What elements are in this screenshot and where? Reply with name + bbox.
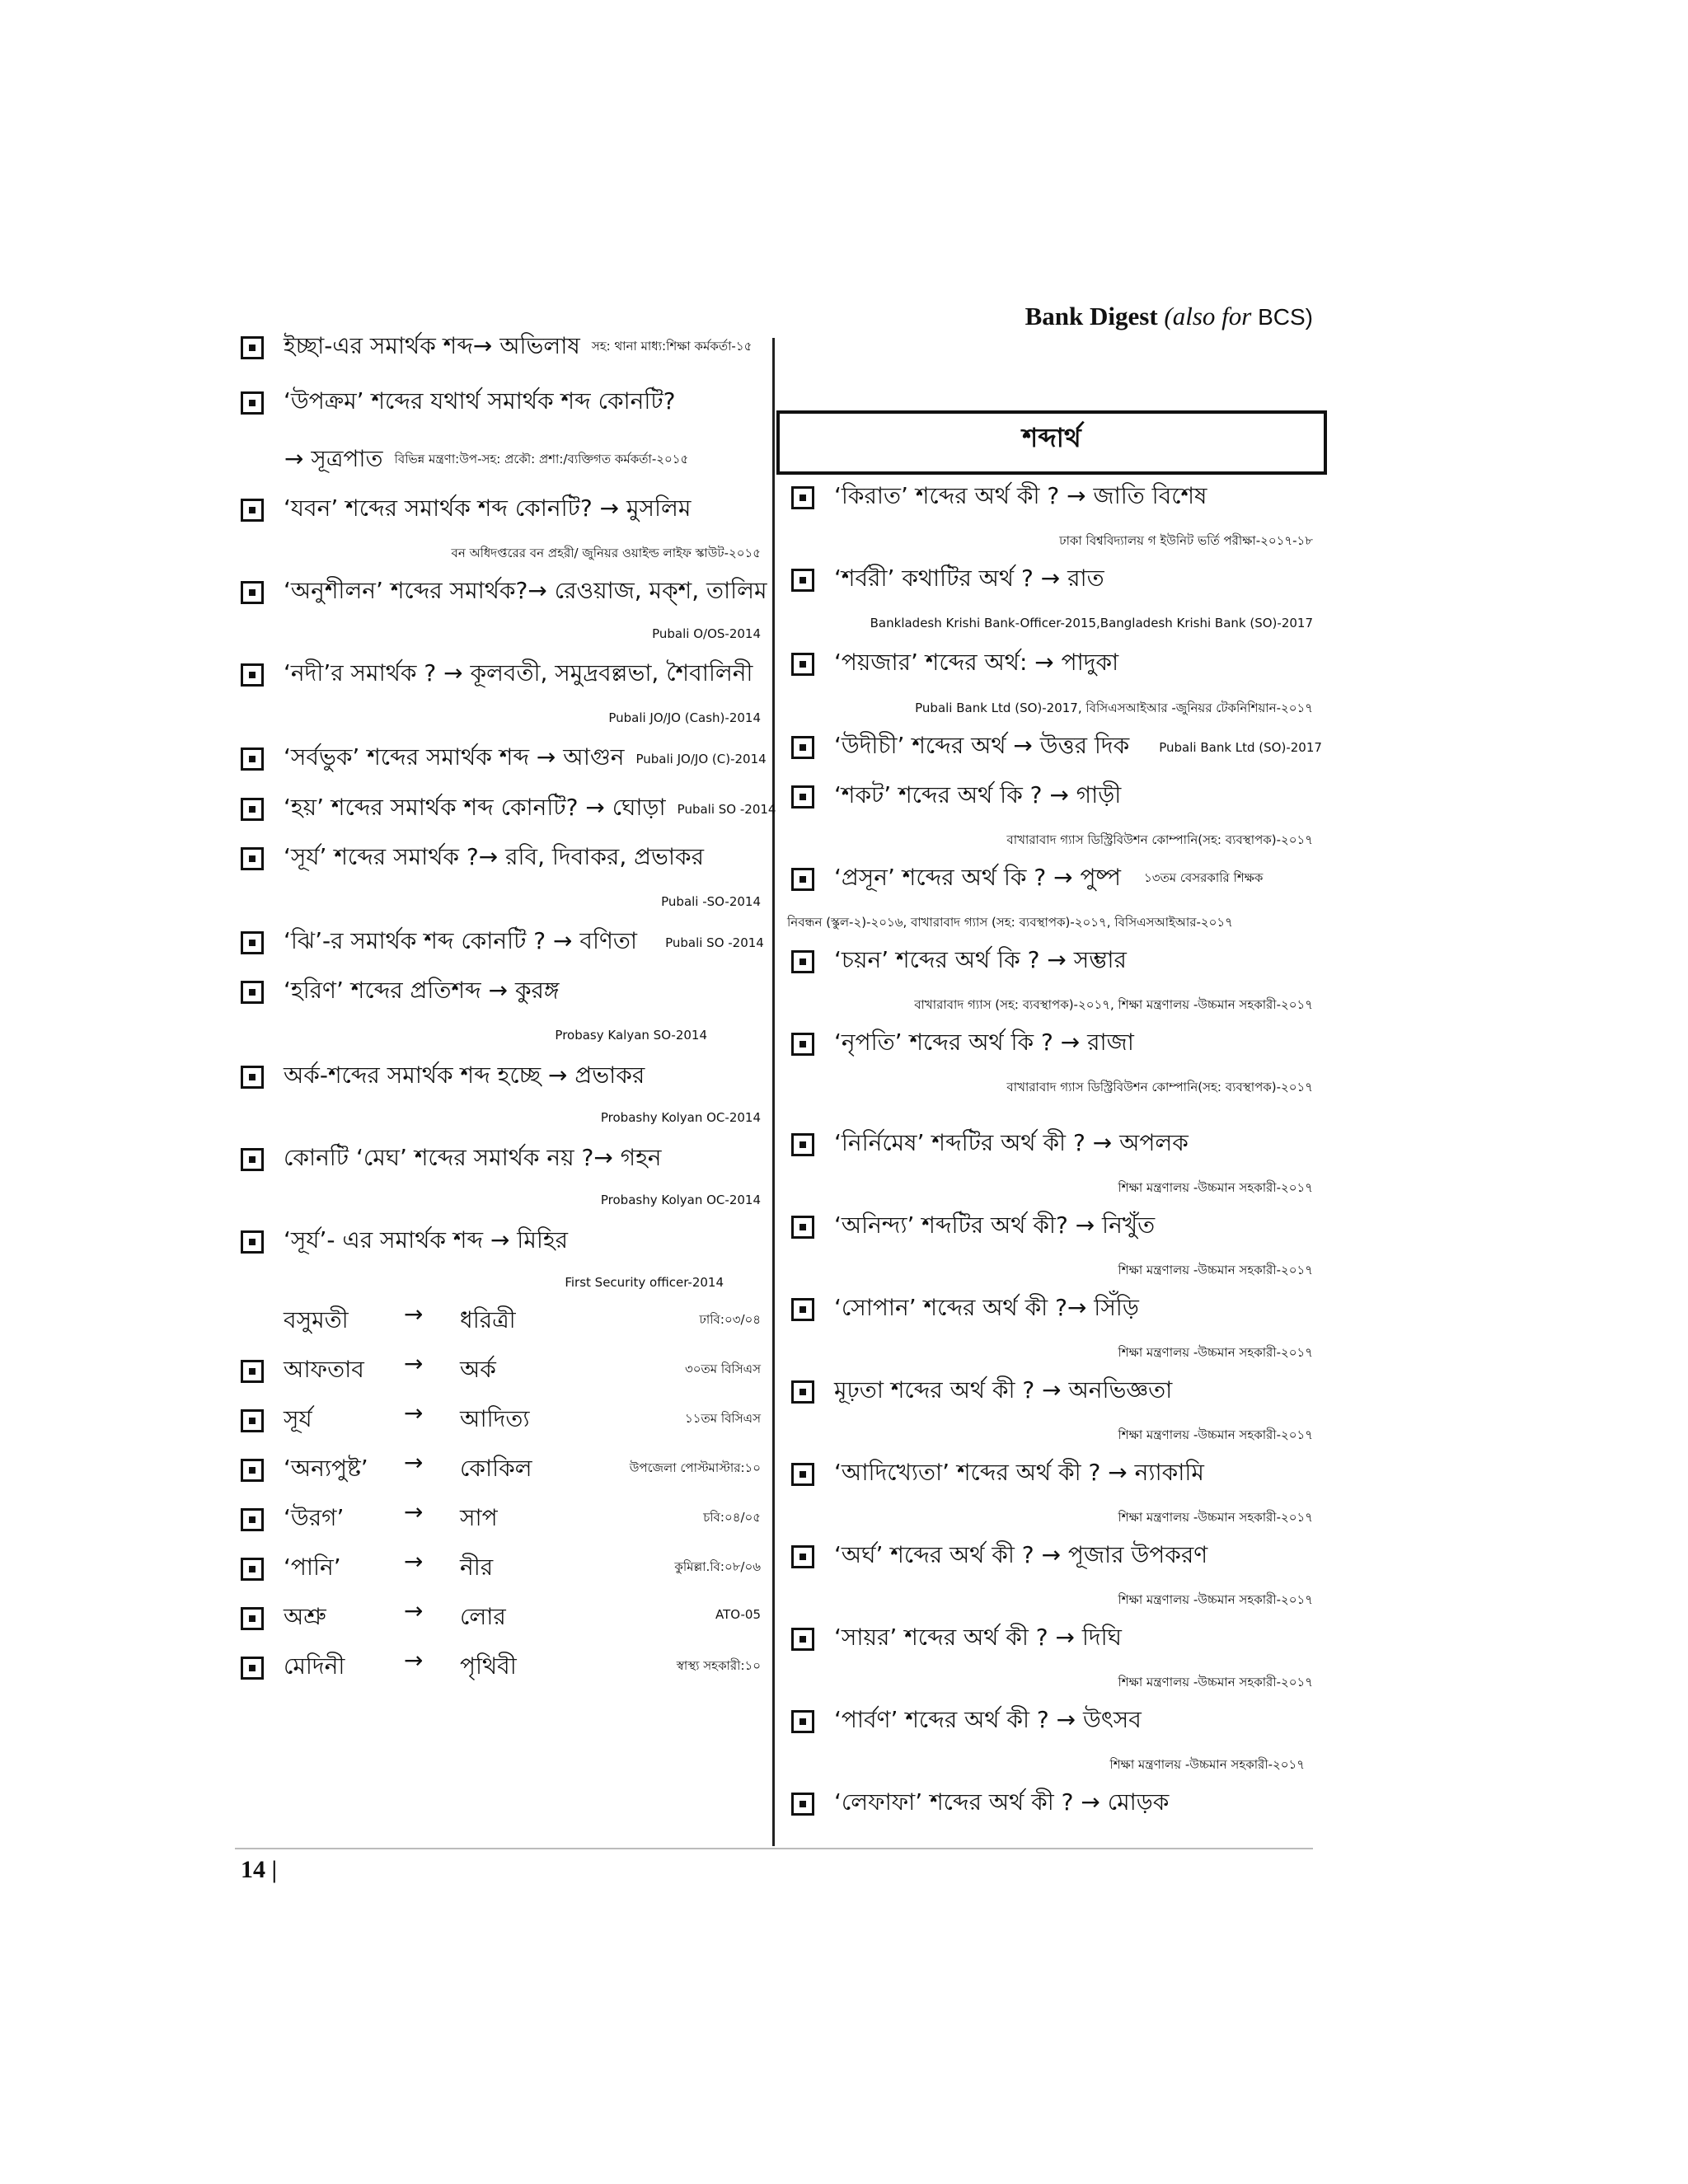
pair-row	[241, 1500, 344, 1539]
item-note: Pubali SO -2014	[677, 801, 776, 817]
item-note: সহ: থানা মাধ্য:শিক্ষা কর্মকর্তা-১৫	[591, 339, 753, 354]
list-item	[241, 972, 560, 1011]
arrow: →	[404, 1647, 424, 1674]
source-line: শিক্ষা মন্ত্রণালয় -উচ্চমান সহকারী-২০১৭	[1118, 1510, 1313, 1525]
item-text: ‘শর্বরী’ কথাটির অর্থ ? → রাত	[834, 565, 1104, 592]
item-text: ‘কিরাত’ শব্দের অর্থ কী ? → জাতি বিশেষ	[834, 482, 1207, 509]
square-bullet-icon	[791, 1033, 814, 1056]
pair-meaning: লোর	[460, 1603, 506, 1630]
item-text: ‘আদিখ্যেতা’ শব্দের অর্থ কী ? → ন্যাকামি	[834, 1459, 1204, 1486]
section-title-box	[776, 410, 1327, 475]
square-bullet-icon	[241, 798, 264, 821]
arrow: →	[404, 1399, 424, 1427]
item-text: ‘সোপান’ শব্দের অর্থ কী ?→ সিঁড়ি	[834, 1294, 1139, 1321]
square-bullet-icon	[241, 1459, 264, 1482]
list-item	[791, 860, 1263, 898]
item-text: ‘যবন’ শব্দের সমার্থক শব্দ কোনটি? → মুসলিম	[284, 494, 692, 522]
list-item	[791, 1619, 1122, 1658]
square-bullet-icon	[791, 1463, 814, 1486]
square-bullet-icon	[791, 1545, 814, 1568]
arrow: →	[404, 1449, 424, 1476]
source-line: শিক্ষা মন্ত্রণালয় -উচ্চমান সহকারী-২০১৭	[1118, 1592, 1313, 1607]
list-item	[791, 1455, 1204, 1493]
item-note: ১৩তম বেসরকারি শিক্ষক	[1143, 870, 1264, 885]
pair-row	[241, 1648, 345, 1687]
item-text: ‘প্রসূন’ শব্দের অর্থ কি ? → পুষ্প	[834, 864, 1121, 891]
list-item	[241, 739, 767, 778]
square-bullet-icon	[241, 581, 264, 604]
square-bullet-icon	[791, 1133, 814, 1156]
header-bank: Bank Digest	[1025, 302, 1158, 330]
pair-tag: ১১তম বিসিএস	[685, 1411, 761, 1426]
square-bullet-icon	[791, 1710, 814, 1733]
square-bullet-icon	[791, 950, 814, 973]
square-bullet-icon	[791, 1216, 814, 1239]
square-bullet-icon	[791, 486, 814, 509]
source-line: Probashy Kolyan OC-2014	[600, 1110, 761, 1125]
pair-tag: ATO-05	[715, 1607, 761, 1622]
pair-word: বসুমতী	[284, 1306, 349, 1333]
item-text: ‘পার্বণ’ শব্দের অর্থ কী ? → উৎসব	[834, 1706, 1142, 1733]
item-text: ‘হরিণ’ শব্দের প্রতিশব্দ → কুরঙ্গ	[284, 977, 560, 1004]
pair-meaning-row	[460, 1451, 532, 1489]
square-bullet-icon	[241, 499, 264, 522]
source-line: শিক্ষা মন্ত্রণালয় -উচ্চমান সহকারী-২০১৭	[1109, 1757, 1305, 1772]
square-bullet-icon	[241, 1230, 264, 1254]
section-title: শব্দার্থ	[1022, 422, 1081, 453]
source-line: বন অধিদপ্তরের বন প্রহরী/ জুনিয়র ওয়াইল্ড লাইফ স্কাউট-২০১৫	[451, 546, 761, 560]
item-text: ‘নৃপতি’ শব্দের অর্থ কি ? → রাজা	[834, 1029, 1134, 1056]
source-line: বাখারাবাদ গ্যাস ডিস্ট্রিবিউশন কোম্পানি(সহ: ব্যবস্থাপক)-২০১৭	[1006, 832, 1313, 847]
list-item	[241, 383, 676, 422]
list-item	[791, 644, 1118, 683]
square-bullet-icon	[241, 931, 264, 954]
item-text: ‘সূর্য’ শব্দের সমার্থক ?→ রবি, দিবাকর, প্রভাকর	[284, 843, 705, 870]
pair-row	[241, 1599, 326, 1638]
square-bullet-icon	[791, 569, 814, 592]
source-line: শিক্ষা মন্ত্রণালয় -উচ্চমান সহকারী-২০১৭	[1118, 1675, 1313, 1690]
pair-meaning-row	[460, 1302, 516, 1341]
item-note: Pubali Bank Ltd (SO)-2017	[1159, 739, 1322, 755]
arrow: →	[404, 1301, 424, 1328]
pair-row	[284, 1302, 349, 1341]
item-text: ‘হয়’ শব্দের সমার্থক শব্দ কোনটি? → ঘোড়া	[284, 794, 666, 821]
list-item	[791, 1537, 1207, 1576]
pair-meaning-row	[460, 1599, 506, 1638]
list-item	[241, 923, 764, 962]
pair-row	[241, 1352, 364, 1390]
pair-word: সূর্য	[284, 1405, 312, 1432]
pair-row	[241, 1401, 312, 1440]
item-text: ‘সূর্য’- এর সমার্থক শব্দ → মিহির	[284, 1226, 568, 1254]
list-item	[241, 490, 691, 529]
item-text: ‘নদী’র সমার্থক ? → কূলবতী, সমুদ্রবল্লভা, শৈবালিনী	[284, 659, 753, 687]
pair-meaning-row	[460, 1401, 530, 1440]
list-item	[791, 1290, 1139, 1329]
header-also: (also for	[1164, 302, 1252, 330]
square-bullet-icon	[241, 1066, 264, 1089]
pair-meaning: কোকিল	[460, 1455, 532, 1482]
square-bullet-icon	[791, 1793, 814, 1816]
list-item	[791, 1372, 1172, 1411]
square-bullet-icon	[791, 1380, 814, 1404]
pair-tag: ঢাবি:০৩/০৪	[699, 1312, 761, 1327]
source-line: Probasy Kalyan SO-2014	[555, 1028, 707, 1043]
arrow: →	[404, 1597, 424, 1624]
pair-meaning: অর্ক	[460, 1356, 496, 1383]
list-item	[241, 328, 752, 367]
item-text: ‘উপক্রম’ শব্দের যথার্থ সমার্থক শব্দ কোনটি?	[284, 387, 676, 415]
arrow: →	[404, 1498, 424, 1526]
running-header	[1025, 302, 1313, 331]
list-item	[241, 839, 704, 878]
source-line: Probashy Kolyan OC-2014	[600, 1193, 761, 1207]
list-item	[241, 655, 753, 694]
source-line: শিক্ষা মন্ত্রণালয় -উচ্চমান সহকারী-২০১৭	[1118, 1180, 1313, 1195]
footer-rule	[235, 1848, 1313, 1849]
item-text: ‘ঝি’-র সমার্থক শব্দ কোনটি ? → বণিতা	[284, 927, 638, 954]
source-line: বাখারাবাদ গ্যাস (সহ: ব্যবস্থাপক)-২০১৭, শিক্ষা মন্ত্রণালয় -উচ্চমান সহকারী-২০১৭	[914, 997, 1313, 1012]
list-item	[241, 1222, 568, 1261]
square-bullet-icon	[791, 868, 814, 891]
pair-tag: স্বাস্থ্য সহকারী:১০	[676, 1658, 761, 1673]
pair-meaning-row	[460, 1500, 498, 1539]
square-bullet-icon	[241, 1409, 264, 1432]
item-text: ‘সায়র’ শব্দের অর্থ কী ? → দিঘি	[834, 1624, 1122, 1651]
header-bcs: BCS)	[1258, 304, 1313, 330]
square-bullet-icon	[241, 1360, 264, 1383]
square-bullet-icon	[241, 663, 264, 687]
square-bullet-icon	[791, 1628, 814, 1651]
item-text: ‘উদীচী’ শব্দের অর্থ → উত্তর দিক	[834, 732, 1130, 759]
source-line: Pubali Bank Ltd (SO)-2017, বিসিএসআইআর -জুনিয়র টেকনিশিয়ান-২০১৭	[915, 701, 1313, 715]
item-note: বিভিন্ন মন্ত্রণা:উপ-সহ: প্রকৌ: প্রশা:/ব্যক্তিগত কর্মকর্তা-২০১৫	[394, 452, 689, 466]
list-item	[241, 790, 776, 828]
square-bullet-icon	[791, 1298, 814, 1321]
item-text: ‘অনুশীলন’ শব্দের সমার্থক?→ রেওয়াজ, মক্‌শ, তালিম	[284, 577, 767, 604]
source-line: First Security officer-2014	[565, 1275, 724, 1290]
column-divider	[772, 338, 775, 1846]
pair-meaning: নীর	[460, 1554, 494, 1581]
pair-row	[241, 1451, 368, 1489]
pair-meaning: পৃথিবী	[460, 1652, 517, 1680]
square-bullet-icon	[241, 391, 264, 415]
pair-tag: উপজেলা পোস্টমাস্টার:১০	[629, 1460, 761, 1475]
list-item	[791, 1024, 1134, 1063]
pair-meaning-row	[460, 1648, 517, 1687]
list-item	[241, 1057, 645, 1096]
item-text: ‘সর্বভুক’ শব্দের সমার্থক শব্দ → আগুন	[284, 743, 625, 771]
item-text: ‘অনিন্দ্য’ শব্দটির অর্থ কী? → নিখুঁত	[834, 1212, 1156, 1239]
list-item	[241, 573, 767, 612]
source-line: শিক্ষা মন্ত্রণালয় -উচ্চমান সহকারী-২০১৭	[1118, 1263, 1313, 1277]
square-bullet-icon	[241, 847, 264, 870]
square-bullet-icon	[791, 653, 814, 676]
pair-word: আফতাব	[284, 1356, 364, 1383]
pair-tag: কুমিল্লা.বি:০৮/০৬	[674, 1559, 761, 1574]
source-line: Pubali -SO-2014	[661, 894, 761, 909]
square-bullet-icon	[241, 1508, 264, 1531]
source-line: বাখারাবাদ গ্যাস ডিস্ট্রিবিউশন কোম্পানি(সহ: ব্যবস্থাপক)-২০১৭	[1006, 1080, 1313, 1094]
source-line: ঢাকা বিশ্ববিদ্যালয় গ ইউনিট ভর্তি পরীক্ষা-২০১৭-১৮	[1059, 533, 1313, 548]
pair-meaning-row	[460, 1549, 493, 1588]
arrow: →	[404, 1350, 424, 1377]
pair-row	[241, 1549, 341, 1588]
page-number: 14 |	[241, 1856, 278, 1883]
pair-tag: চবি:০৪/০৫	[703, 1510, 761, 1525]
list-item	[791, 1784, 1169, 1823]
pair-tag: ৩০তম বিসিএস	[684, 1361, 761, 1376]
arrow: →	[404, 1548, 424, 1575]
source-line: শিক্ষা মন্ত্রণালয় -উচ্চমান সহকারী-২০১৭	[1118, 1427, 1313, 1442]
source-line: শিক্ষা মন্ত্রণালয় -উচ্চমান সহকারী-২০১৭	[1118, 1345, 1313, 1360]
item-text: ‘লেফাফা’ শব্দের অর্থ কী ? → মোড়ক	[834, 1788, 1170, 1816]
list-item	[791, 1702, 1142, 1741]
square-bullet-icon	[241, 336, 264, 359]
square-bullet-icon	[241, 1607, 264, 1630]
item-text: কোনটি ‘মেঘ’ শব্দের সমার্থক নয় ?→ গহন	[284, 1144, 662, 1171]
pair-word: ‘পানি’	[284, 1554, 341, 1581]
square-bullet-icon	[241, 748, 264, 771]
square-bullet-icon	[791, 736, 814, 759]
square-bullet-icon	[241, 1148, 264, 1171]
pair-meaning: ধরিত্রী	[460, 1306, 516, 1333]
list-item	[791, 560, 1104, 599]
item-text: মূঢ়তা শব্দের অর্থ কী ? → অনভিজ্ঞতা	[834, 1376, 1173, 1404]
item-text: ‘নির্নিমেষ’ শব্দটির অর্থ কী ? → অপলক	[834, 1129, 1189, 1156]
pair-meaning: সাপ	[460, 1504, 498, 1531]
list-item	[791, 728, 1322, 766]
item-text: ‘চয়ন’ শব্দের অর্থ কি ? → সম্ভার	[834, 946, 1127, 973]
pair-word: অশ্রু	[284, 1603, 326, 1630]
list-item	[791, 777, 1121, 816]
item-text: → সূত্রপাত	[284, 445, 383, 472]
source-line: Bankladesh Krishi Bank-Officer-2015,Bangladesh Krishi Bank (SO)-2017	[870, 616, 1313, 630]
source-line: নিবন্ধন (স্কুল-২)-২০১৬, বাখারাবাদ গ্যাস (সহ: ব্যবস্থাপক)-২০১৭, বিসিএসআইআর-২০১৭	[787, 915, 1233, 930]
pair-word: ‘উরগ’	[284, 1504, 345, 1531]
item-text: ‘শকট’ শব্দের অর্থ কি ? → গাড়ী	[834, 781, 1122, 808]
item-text: ‘অর্ঘ’ শব্দের অর্থ কী ? → পূজার উপকরণ	[834, 1541, 1208, 1568]
list-item	[791, 1125, 1189, 1164]
list-item	[791, 478, 1207, 517]
item-text: ইচ্ছা-এর সমার্থক শব্দ→ অভিলাষ	[284, 332, 580, 359]
pair-word: ‘অন্যপুষ্ট’	[284, 1455, 368, 1482]
item-text: ‘পয়জার’ শব্দের অর্থ: → পাদুকা	[834, 649, 1119, 676]
pair-meaning-row	[460, 1352, 496, 1390]
square-bullet-icon	[241, 1657, 264, 1680]
item-note: Pubali JO/JO (C)-2014	[635, 751, 767, 766]
list-item	[284, 441, 688, 480]
square-bullet-icon	[791, 785, 814, 808]
square-bullet-icon	[241, 981, 264, 1004]
square-bullet-icon	[241, 1558, 264, 1581]
list-item	[791, 942, 1127, 981]
list-item	[791, 1207, 1155, 1246]
pair-meaning: আদিত্য	[460, 1405, 530, 1432]
source-line: Pubali JO/JO (Cash)-2014	[608, 710, 761, 725]
pair-word: মেদিনী	[284, 1652, 345, 1680]
list-item	[241, 1140, 662, 1179]
item-text: অর্ক-শব্দের সমার্থক শব্দ হচ্ছে → প্রভাকর	[284, 1062, 645, 1089]
item-note: Pubali SO -2014	[665, 935, 764, 950]
source-line: Pubali O/OS-2014	[652, 626, 761, 641]
